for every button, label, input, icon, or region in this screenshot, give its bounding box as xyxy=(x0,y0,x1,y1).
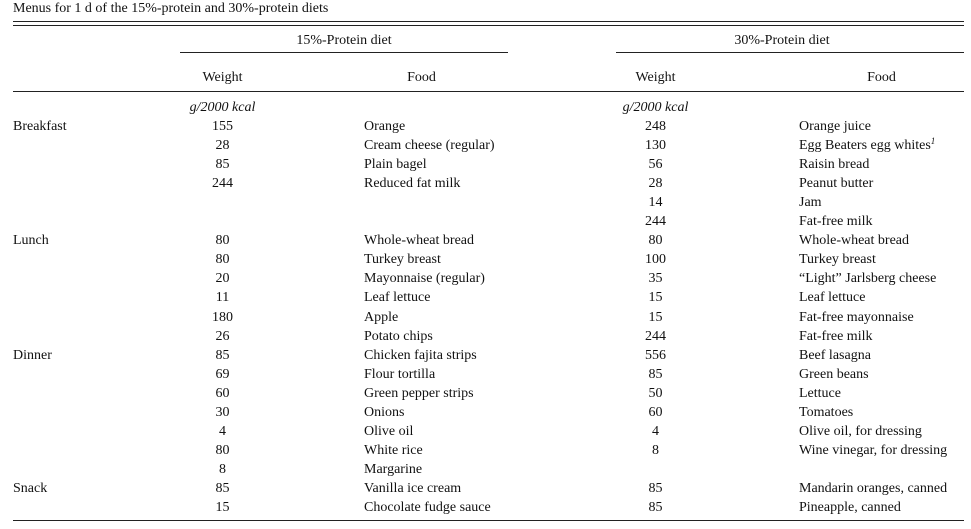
food-15-cell: Orange xyxy=(364,119,406,134)
table-caption: Menus for 1 d of the 15%-protein and 30%-protein diets xyxy=(13,1,329,16)
weight-header-15: Weight xyxy=(202,70,243,85)
weight-30-cell: 244 xyxy=(645,214,666,229)
food-15-cell: Apple xyxy=(364,310,399,325)
food-15-cell: Vanilla ice cream xyxy=(364,481,462,496)
weight-15-cell: 4 xyxy=(219,424,226,439)
meal-label: Dinner xyxy=(13,348,52,363)
weight-30-cell: 50 xyxy=(648,386,663,401)
food-15-cell: Turkey breast xyxy=(364,252,441,267)
food-30-cell: Orange juice xyxy=(799,119,871,134)
weight-30-cell: 15 xyxy=(648,290,663,305)
food-15-cell: Margarine xyxy=(364,462,423,477)
food-30-cell: Mandarin oranges, canned xyxy=(799,481,948,496)
food-30-cell: Lettuce xyxy=(799,386,841,401)
food-30-cell: Raisin bread xyxy=(799,157,870,172)
food-15-cell: Plain bagel xyxy=(364,157,427,172)
food-30-cell: Peanut butter xyxy=(799,176,874,191)
weight-15-cell: 80 xyxy=(215,252,230,267)
meal-label: Snack xyxy=(13,481,48,496)
top-rule-double xyxy=(13,25,964,26)
food-15-cell: Onions xyxy=(364,405,405,420)
food-30-cell xyxy=(799,136,935,155)
weight-15-cell: 8 xyxy=(219,462,226,477)
food-30-cell: Jam xyxy=(799,195,822,210)
weight-15-cell: 11 xyxy=(215,290,230,305)
food-30-cell: Leaf lettuce xyxy=(799,290,866,305)
group-rule-30 xyxy=(616,52,964,53)
weight-30-cell: 248 xyxy=(645,119,666,134)
weight-30-cell: 35 xyxy=(648,271,663,286)
food-30-cell: Beef lasagna xyxy=(799,348,871,363)
food-15-cell: White rice xyxy=(364,443,423,458)
food-15-cell: Chocolate fudge sauce xyxy=(364,500,491,515)
footnote-marker: 1 xyxy=(930,136,936,146)
weight-30-cell: 4 xyxy=(652,424,659,439)
weight-15-cell: 20 xyxy=(215,271,230,286)
food-30-cell: Fat-free mayonnaise xyxy=(799,310,914,325)
food-header-30: Food xyxy=(867,70,896,85)
meal-label: Lunch xyxy=(13,233,49,248)
weight-15-cell: 26 xyxy=(215,329,230,344)
weight-30-cell: 130 xyxy=(645,138,666,153)
weight-header-30: Weight xyxy=(635,70,676,85)
weight-15-cell: 60 xyxy=(215,386,230,401)
diet-header-30: 30%-Protein diet xyxy=(734,33,830,48)
weight-15-cell: 80 xyxy=(215,233,230,248)
food-15-cell: Chicken fajita strips xyxy=(364,348,477,363)
food-30-cell: Whole-wheat bread xyxy=(799,233,909,248)
food-30-cell: Olive oil, for dressing xyxy=(799,424,922,439)
weight-15-cell: 155 xyxy=(212,119,233,134)
food-30-cell: Pineapple, canned xyxy=(799,500,901,515)
weight-15-cell: 15 xyxy=(215,500,230,515)
weight-30-cell: 244 xyxy=(645,329,666,344)
weight-30-cell: 28 xyxy=(648,176,663,191)
food-30-cell: Turkey breast xyxy=(799,252,876,267)
food-15-cell: Mayonnaise (regular) xyxy=(364,271,485,286)
weight-15-cell: 28 xyxy=(215,138,230,153)
food-15-cell: Green pepper strips xyxy=(364,386,474,401)
food-30-text: Egg Beaters egg whites xyxy=(799,138,931,153)
food-30-cell: Tomatoes xyxy=(799,405,854,420)
meal-label: Breakfast xyxy=(13,119,67,134)
weight-30-cell: 8 xyxy=(652,443,659,458)
food-15-cell: Flour tortilla xyxy=(364,367,436,382)
food-15-cell: Reduced fat milk xyxy=(364,176,461,191)
weight-15-cell: 69 xyxy=(215,367,230,382)
weight-15-cell: 180 xyxy=(212,310,233,325)
group-rule-15 xyxy=(180,52,508,53)
weight-15-cell: 85 xyxy=(215,481,230,496)
weight-30-cell: 85 xyxy=(648,500,663,515)
weight-15-cell: 85 xyxy=(215,348,230,363)
food-30-cell: Green beans xyxy=(799,367,869,382)
food-15-cell: Leaf lettuce xyxy=(364,290,431,305)
food-header-15: Food xyxy=(407,70,436,85)
unit-label-30: g/2000 kcal xyxy=(622,100,689,115)
weight-30-cell: 85 xyxy=(648,481,663,496)
food-30-cell: Fat-free milk xyxy=(799,214,873,229)
weight-15-cell: 30 xyxy=(215,405,230,420)
top-rule xyxy=(13,21,964,22)
food-15-cell: Olive oil xyxy=(364,424,414,439)
bottom-rule xyxy=(13,520,964,521)
unit-label-15: g/2000 kcal xyxy=(189,100,256,115)
weight-30-cell: 60 xyxy=(648,405,663,420)
food-15-cell: Potato chips xyxy=(364,329,433,344)
diet-header-15: 15%-Protein diet xyxy=(296,33,392,48)
food-30-cell: “Light” Jarlsberg cheese xyxy=(799,271,937,286)
food-15-cell: Whole-wheat bread xyxy=(364,233,474,248)
weight-30-cell: 80 xyxy=(648,233,663,248)
weight-15-cell: 80 xyxy=(215,443,230,458)
weight-30-cell: 100 xyxy=(645,252,666,267)
weight-30-cell: 56 xyxy=(648,157,663,172)
food-30-cell: Fat-free milk xyxy=(799,329,873,344)
header-rule xyxy=(13,91,964,92)
weight-30-cell: 14 xyxy=(648,195,663,210)
food-30-cell: Wine vinegar, for dressing xyxy=(799,443,948,458)
weight-30-cell: 15 xyxy=(648,310,663,325)
weight-30-cell: 85 xyxy=(648,367,663,382)
weight-30-cell: 556 xyxy=(645,348,666,363)
food-15-cell: Cream cheese (regular) xyxy=(364,138,495,153)
weight-15-cell: 244 xyxy=(212,176,233,191)
weight-15-cell: 85 xyxy=(215,157,230,172)
